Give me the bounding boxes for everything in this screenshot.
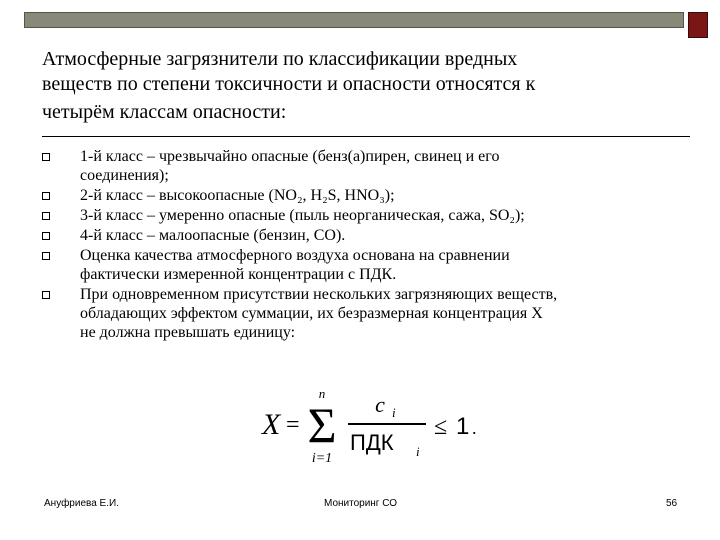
formula-rhs: 1 bbox=[456, 413, 470, 440]
bullet-text: 4-й класс – малоопасные (бензин, CO). bbox=[80, 227, 346, 244]
bullet-text: 3-й класс – умеренно опасные (пыль неорганическая, сажа, SO₂); bbox=[80, 207, 525, 224]
slide-title bbox=[42, 47, 682, 125]
summation-formula bbox=[258, 382, 488, 466]
square-bullet-icon bbox=[42, 232, 50, 240]
bullet-item bbox=[36, 226, 686, 245]
bullet-item bbox=[36, 147, 686, 185]
footer-course: Мониторинг СО bbox=[324, 498, 398, 509]
footer-page-number: 56 bbox=[666, 498, 678, 509]
formula-denominator: ПДК bbox=[350, 430, 394, 455]
bullet-text: 1-й класс – чрезвычайно опасные (бенз(а)пирен, свинец и его bbox=[80, 148, 500, 165]
bullet-text: обладающих эффектом суммации, их безразмерная концентрация X bbox=[80, 305, 543, 322]
formula-upper-limit: n bbox=[318, 386, 326, 401]
square-bullet-icon bbox=[42, 153, 50, 161]
bullet-item bbox=[36, 186, 686, 205]
bullet-text: фактически измеренной концентрации с ПДК. bbox=[80, 266, 397, 283]
bullet-item bbox=[36, 206, 686, 225]
decorative-corner-square bbox=[688, 12, 708, 38]
title-divider bbox=[42, 136, 690, 137]
bullet-item bbox=[36, 246, 686, 284]
footer-author: Ануфриева Е.И. bbox=[44, 498, 119, 509]
bullet-text: Оценка качества атмосферного воздуха основана на сравнении bbox=[80, 247, 510, 264]
square-bullet-icon bbox=[42, 291, 50, 299]
title-line: четырём классам опасности: bbox=[42, 101, 287, 123]
formula-lower-limit: i=1 bbox=[311, 451, 333, 466]
formula-numerator: c bbox=[375, 392, 385, 417]
bullet-text: соединения); bbox=[80, 167, 169, 184]
bullet-text: При одновременном присутствии нескольких загрязняющих веществ, bbox=[80, 286, 558, 303]
formula-denominator-subscript: i bbox=[416, 444, 420, 459]
formula-relation: ≤ bbox=[434, 414, 448, 440]
formula-sigma: Σ bbox=[307, 397, 337, 453]
bullet-item bbox=[36, 285, 686, 342]
square-bullet-icon bbox=[42, 252, 50, 260]
title-line: Атмосферные загрязнители по классификации вредных bbox=[42, 48, 518, 70]
bullet-text: не должна превышать единицу: bbox=[80, 324, 296, 341]
title-line: веществ по степени токсичности и опасности относятся к bbox=[42, 73, 536, 95]
formula-period: . bbox=[472, 418, 477, 438]
bullet-list bbox=[36, 147, 686, 343]
square-bullet-icon bbox=[42, 192, 50, 200]
decorative-top-bar bbox=[24, 12, 684, 28]
formula-numerator-subscript: i bbox=[392, 405, 396, 420]
square-bullet-icon bbox=[42, 212, 50, 220]
formula-lhs: X bbox=[262, 408, 281, 441]
formula-equals: = bbox=[286, 412, 300, 438]
bullet-text: 2-й класс – высокоопасные (NO₂, H₂S, HNO₃); bbox=[80, 187, 395, 204]
